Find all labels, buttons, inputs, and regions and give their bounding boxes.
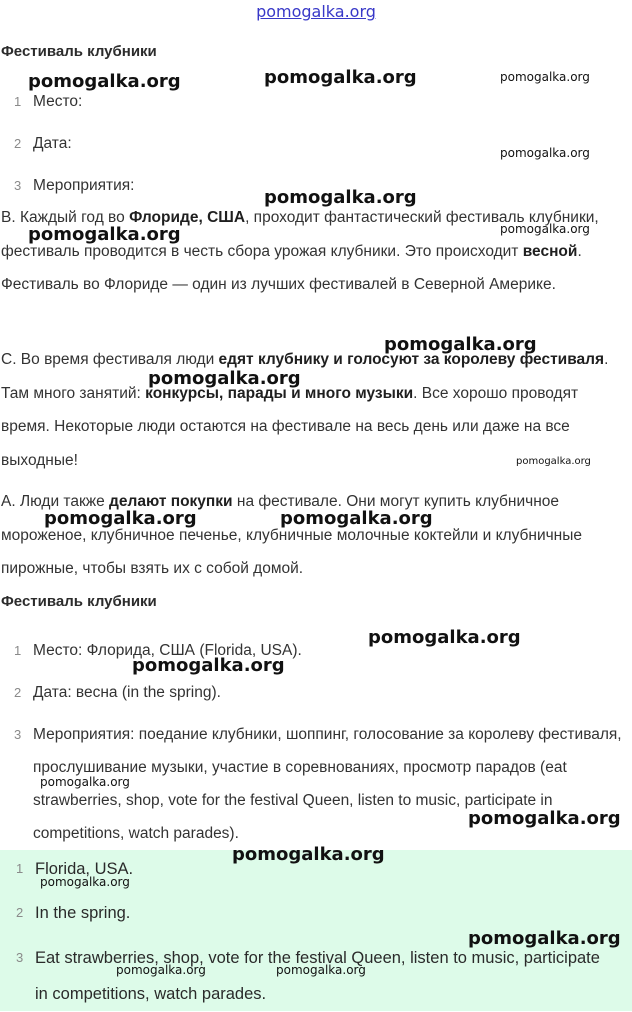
watermark: pomogalka.org: [232, 844, 385, 865]
site-link[interactable]: pomogalka.org: [256, 2, 376, 21]
answer-text: Eat strawberries, shop, vote for the festival Queen, listen to music, participate in competitions, watch parades.: [35, 949, 600, 1003]
paragraph-b: B. Каждый год во Флориде, США, проходит фантастический фестиваль клубники, фестиваль проводится в честь сбора урожая клубники. Это происходит весной. Фестиваль во Флориде — один из лучших фестивалей в Северной Америке.: [1, 209, 599, 293]
item-text: Место:: [33, 93, 83, 110]
paragraph-a: A. Люди также делают покупки на фестивале. Они могут купить клубничное мороженое, клубничное печенье, клубничные молочные коктейли и клубничные пирожные, чтобы взять их с собой домой.: [1, 493, 582, 577]
answer-text: Florida, USA.: [35, 860, 134, 878]
list-item: [14, 676, 626, 709]
item-text: Дата:: [33, 135, 72, 152]
watermark: pomogalka.org: [384, 334, 537, 355]
item-number: 1: [14, 94, 22, 109]
item-text: Мероприятия:: [33, 177, 135, 194]
watermark: pomogalka.org: [500, 70, 590, 84]
answer-item: [16, 895, 616, 931]
item-number: 3: [14, 178, 22, 193]
answer-number: 1: [16, 861, 24, 876]
answer-number: 2: [16, 905, 24, 920]
watermark: pomogalka.org: [40, 875, 130, 889]
watermark: pomogalka.org: [276, 963, 366, 977]
list-item: [14, 634, 626, 667]
item-text: Мероприятия: поедание клубники, шоппинг, голосование за королеву фестиваля, прослушивание музыки, участие в соревнованиях, просмотр парадов (eat strawberries, shop, vote for the festival Queen, listen to music, participate in competitions, watch parades).: [33, 726, 622, 842]
watermark: pomogalka.org: [28, 71, 181, 92]
paragraph-c: C. Во время фестиваля люди едят клубнику и голосуют за королеву фестиваля. Там много занятий: конкурсы, парады и много музыки. Все хорошо проводят время. Некоторые люди остаются на фестивале на весь день или даже на все выходные!: [1, 351, 609, 469]
watermark: pomogalka.org: [516, 456, 591, 467]
watermark: pomogalka.org: [468, 808, 621, 829]
item-number: 1: [14, 643, 22, 658]
answer-number: 3: [16, 950, 24, 965]
watermark: pomogalka.org: [40, 775, 130, 789]
item-number: 2: [14, 685, 22, 700]
watermark: pomogalka.org: [28, 224, 181, 245]
watermark: pomogalka.org: [264, 187, 417, 208]
answer-text: In the spring.: [35, 904, 131, 922]
watermark: pomogalka.org: [280, 508, 433, 529]
watermark: pomogalka.org: [264, 67, 417, 88]
item-number: 2: [14, 136, 22, 151]
watermark: pomogalka.org: [368, 627, 521, 648]
item-text: Место: Флорида, США (Florida, USA).: [33, 642, 302, 659]
section-heading: Фестиваль клубники: [1, 593, 157, 610]
item-text: Дата: весна (in the spring).: [33, 684, 221, 701]
watermark: pomogalka.org: [44, 508, 197, 529]
section-heading: Фестиваль клубники: [1, 43, 157, 60]
watermark: pomogalka.org: [468, 928, 621, 949]
watermark: pomogalka.org: [500, 222, 590, 236]
item-number: 3: [14, 727, 22, 742]
watermark: pomogalka.org: [148, 368, 301, 389]
watermark: pomogalka.org: [116, 963, 206, 977]
watermark: pomogalka.org: [132, 655, 285, 676]
watermark: pomogalka.org: [500, 146, 590, 160]
